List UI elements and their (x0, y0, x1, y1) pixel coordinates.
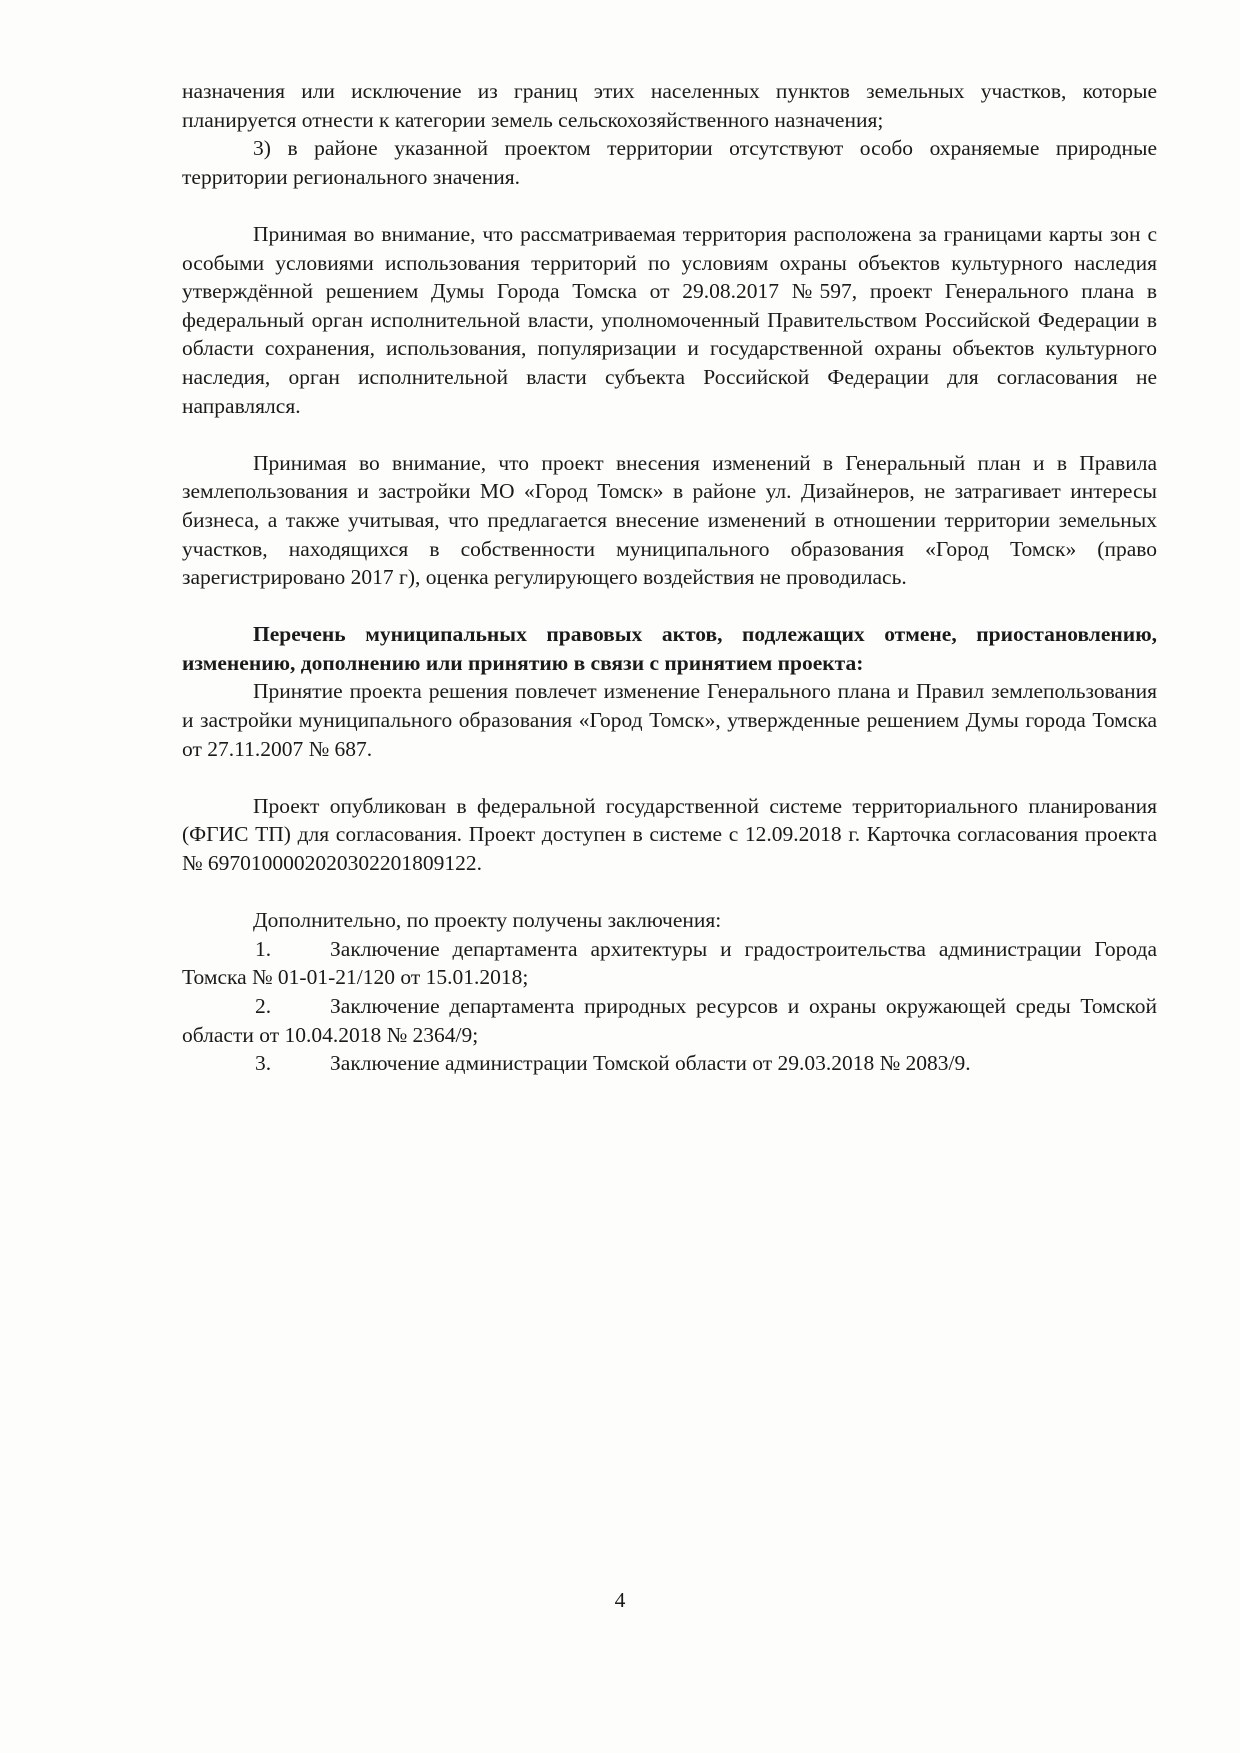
paragraph-legal-acts: Принятие проекта решения повлечет изменение Генерального плана и Правил землепользования и застройки муниципального образования «Город Томск», утвержденные решением Думы города Томска от 27.11.2007 № 687. (182, 679, 1157, 761)
continuation-text: назначения или исключение из границ этих населенных пунктов земельных участков, которые планируется отнести к категории земель сельскохозяйственного назначения; (182, 79, 1157, 132)
document-page (182, 77, 1157, 1078)
paragraph-gap (182, 763, 1157, 792)
conclusion-number: 3. (255, 1051, 272, 1076)
paragraph-fgis-publication: Проект опубликован в федеральной государственной системе территориального планирования (ФГИС ТП) для согласования. Проект доступен в системе с 12.09.2018 г. Карточка согласования проекта № 6970100002020302201809122. (182, 793, 1157, 876)
paragraph-gap (182, 592, 1157, 621)
paragraph-gap (182, 420, 1157, 449)
conclusion-item (182, 1049, 1157, 1078)
conclusion-text: Заключение администрации Томской области от 29.03.2018 № 2083/9. (330, 1051, 971, 1076)
conclusions-intro: Дополнительно, по проекту получены заключения: (253, 908, 722, 933)
conclusion-item (182, 992, 1157, 1049)
conclusion-item (182, 935, 1157, 992)
heading-legal-acts: Перечень муниципальных правовых актов, подлежащих отмене, приостановлению, изменению, дополнению или принятию в связи с принятием проекта: (182, 622, 1157, 675)
conclusion-text: Заключение департамента архитектуры и градостроительства администрации Города Томска № 01-01-21/120 от 15.01.2018; (182, 936, 1157, 990)
list-item-3-protected-areas: 3) в районе указанной проектом территории отсутствуют особо охраняемые природные территории регионального значения. (182, 136, 1157, 189)
paragraph-gap (182, 878, 1157, 907)
conclusion-number: 1. (255, 936, 272, 961)
paragraph-cultural-heritage: Принимая во внимание, что рассматриваемая территория расположена за границами карты зон с особыми условиями использования территорий по условиям охраны объектов культурного наследия утверждённой решением Думы Города Томска от 29.08.2017 №597, проект Генерального плана в федеральный орган исполнительной власти, уполномоченный Правительством Российской Федерации в области сохранения, использования, популяризации и государственной охраны объектов культурного наследия, орган исполнительной власти субъекта Российской Федерации для согласования не направлялся. (182, 221, 1157, 418)
paragraph-gap (182, 191, 1157, 220)
paragraph-business-impact: Принимая во внимание, что проект внесения изменений в Генеральный план и в Правила землепользования и застройки МО «Город Томск» в районе ул. Дизайнеров, не затрагивает интересы бизнеса, а также учитывая, что предлагается внесение изменений в отношении территории земельных участков, находящихся в собственности муниципального образования «Город Томск» (право зарегистрировано 2017 г), оценка регулирующего воздействия не проводилась. (182, 450, 1157, 590)
page-number: 4 (614, 1588, 626, 1612)
conclusion-text: Заключение департамента природных ресурсов и охраны окружающей среды Томской области от 10.04.2018 № 2364/9; (182, 994, 1157, 1047)
conclusion-number: 2. (255, 994, 272, 1018)
